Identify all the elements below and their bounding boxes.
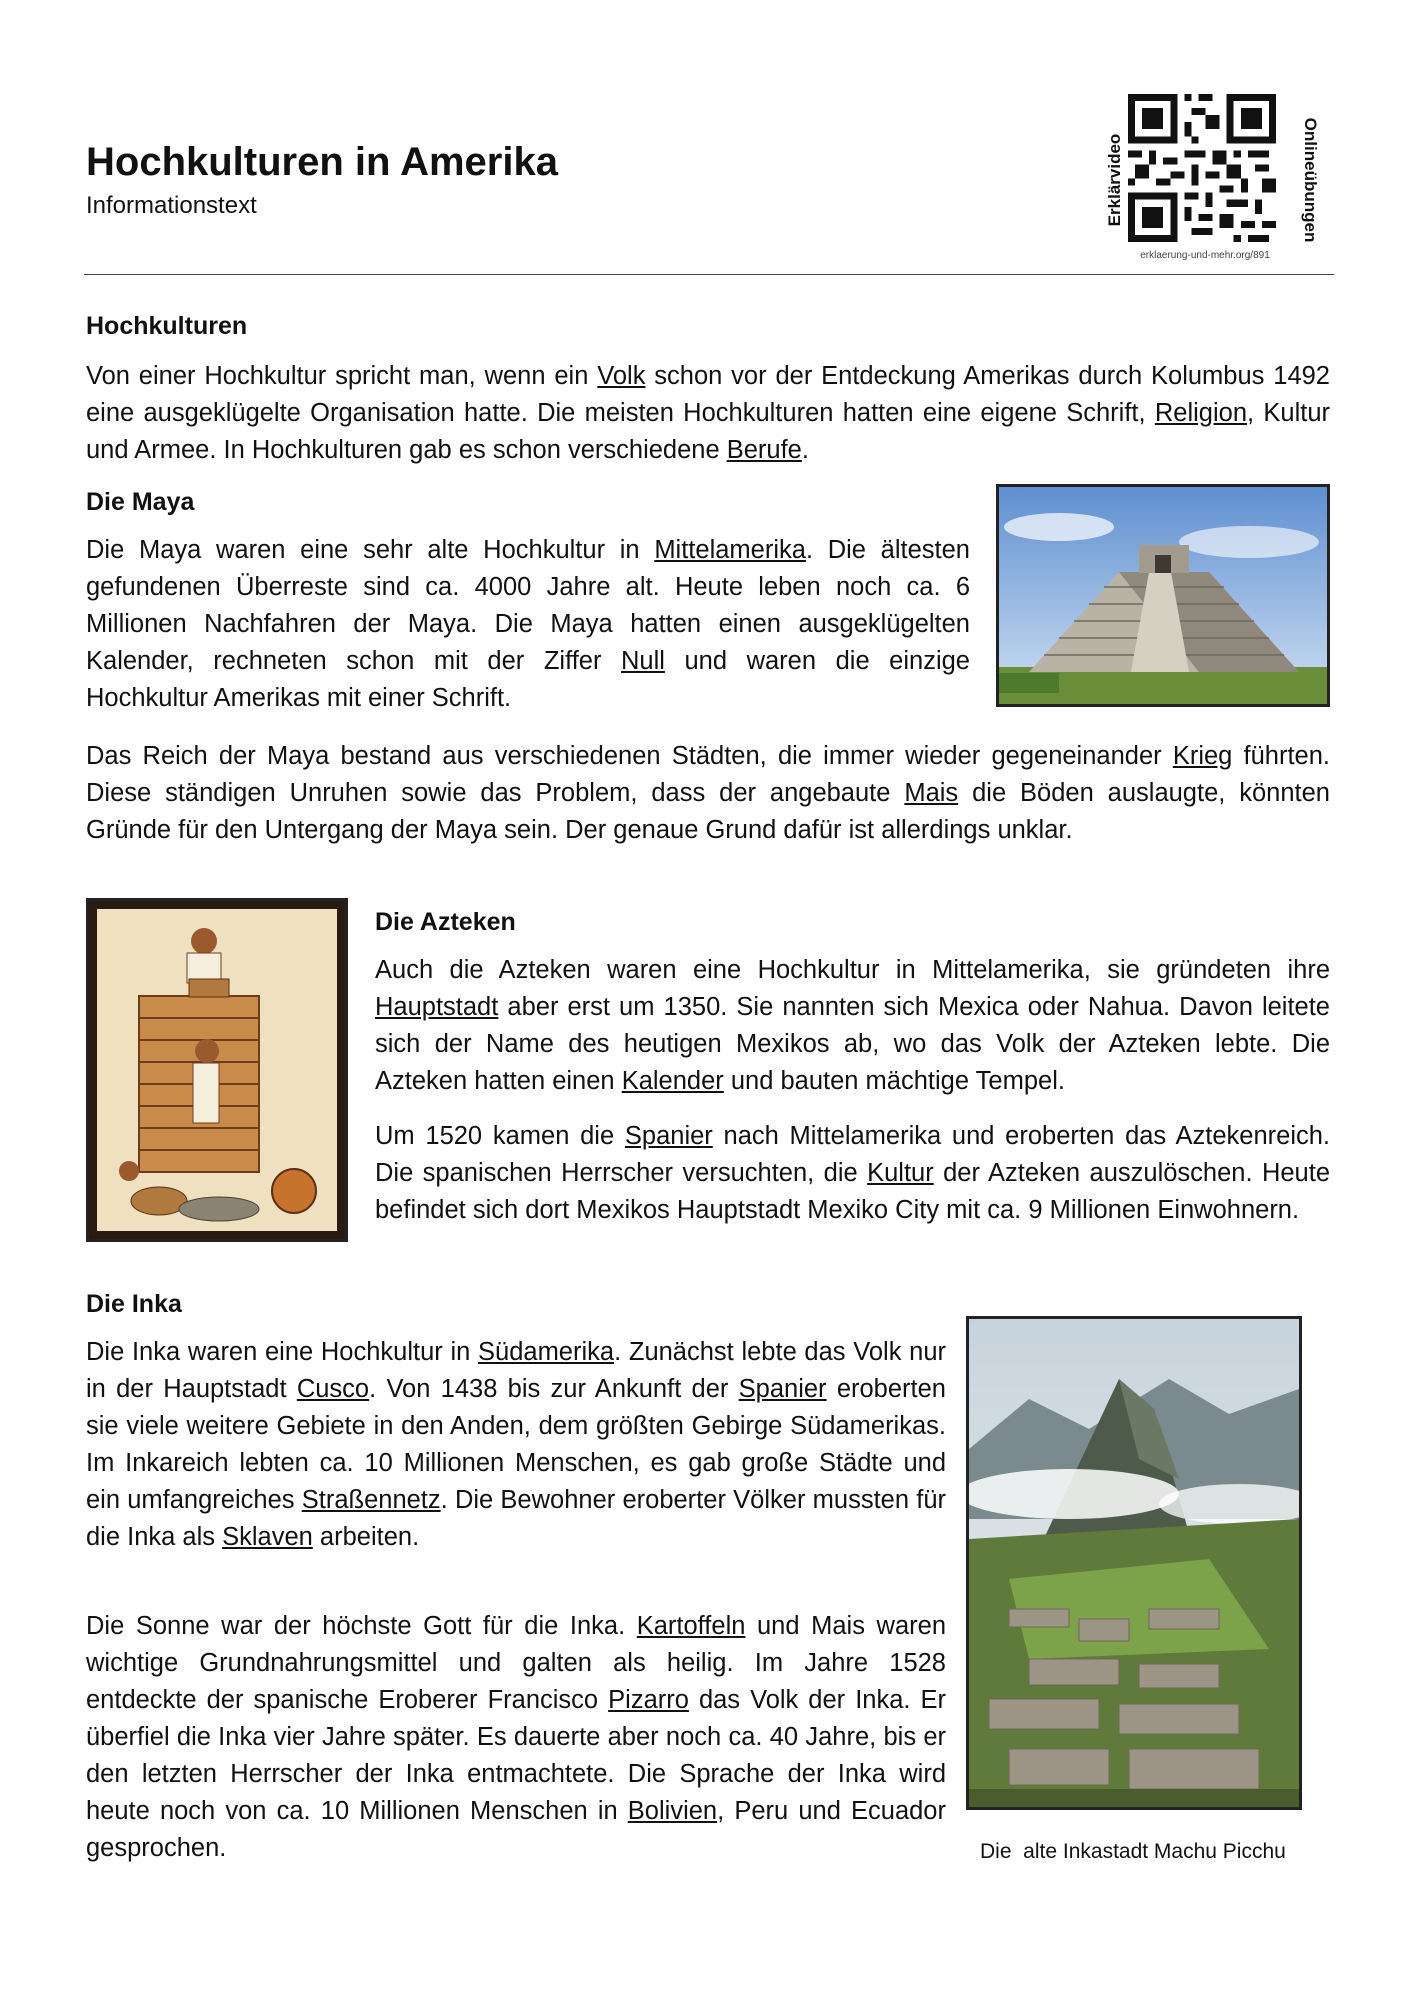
qr-left-label: Erklärvideo (1105, 133, 1124, 227)
link-hauptstadt[interactable]: Hauptstadt (375, 993, 499, 1021)
text-run: führten. Diese ständigen Unruhen sowie das Problem, dass der angebaute (86, 742, 1331, 807)
link-null[interactable]: Null (621, 647, 665, 675)
text-run: Die Maya waren eine sehr alte Hochkultur in (86, 536, 655, 564)
text-run: Die Sonne war der höchste Gott für die Inka. (86, 1612, 637, 1640)
image-caption: Die alte Inkastadt Machu Picchu (980, 1840, 1286, 1863)
link-volk[interactable]: Volk (597, 362, 646, 390)
text-run: Von einer Hochkultur spricht man, wenn ein (86, 362, 598, 390)
link-strassennetz[interactable]: Straßennetz (301, 1486, 441, 1514)
text-run: aber erst um 1350. Sie nannten sich Mexica oder Nahua. Davon leitete sich der Name des heutigen Mexikos ab, wo das Volk der Azteken lebte. Die Azteken hatten einen (375, 993, 1330, 1095)
maya-pyramid-image (996, 484, 1330, 707)
pyramid-illustration (999, 487, 1327, 704)
paragraph-maya-2 (86, 738, 1330, 849)
link-sklaven[interactable]: Sklaven (222, 1523, 313, 1551)
link-krieg[interactable]: Krieg (1172, 742, 1233, 770)
link-pizarro[interactable]: Pizarro (608, 1686, 689, 1714)
text-run: der Azteken auszulöschen. Heute befindet sich dort Mexikos Hauptstadt Mexiko City mit ca. 9 Millionen Einwohnern. (375, 1159, 1330, 1224)
paragraph-hochkulturen (86, 358, 1330, 469)
text-run: das Volk der Inka. Er überfiel die Inka vier Jahre später. Es dauerte aber noch ca. 40 Jahre, bis er den letzten Herrscher der Inka entmachtete. Die Sprache der Inka wird heute noch von ca. 10 Millionen Menschen in (86, 1686, 946, 1825)
machu-picchu-image (966, 1316, 1302, 1810)
qr-code[interactable] (1128, 94, 1276, 242)
text-run: Das Reich der Maya bestand aus verschiedenen Städten, die immer wieder gegeneinander (86, 742, 1173, 770)
link-cusco[interactable]: Cusco (296, 1375, 370, 1403)
text-run: Auch die Azteken waren eine Hochkultur in Mittelamerika, sie gründeten ihre (375, 956, 1330, 984)
text-run: arbeiten. (312, 1523, 420, 1551)
text-run: nach Mittelamerika und eroberten das Aztekenreich. Die spanischen Herrscher versuchten, die (375, 1122, 1331, 1187)
qr-right-label: Onlineübungen (1301, 117, 1320, 243)
link-kartoffeln[interactable]: Kartoffeln (636, 1612, 746, 1640)
header-divider (84, 274, 1334, 275)
page-title: Hochkulturen in Amerika (86, 140, 558, 184)
text-run: eroberten sie viele weitere Gebiete in den Anden, dem größten Gebirge Südamerikas. Im Inkareich lebten ca. 10 Millionen Menschen, es gab große Städte und ein umfangreiches (86, 1375, 946, 1514)
text-run: , Kultur und Armee. In Hochkulturen gab es schon verschiedene (86, 399, 1330, 464)
link-kalender[interactable]: Kalender (621, 1067, 724, 1095)
text-run: . Zunächst lebte das Volk nur in der Hauptstadt (86, 1338, 946, 1403)
text-run: und bauten mächtige Tempel. (723, 1067, 1065, 1095)
link-berufe[interactable]: Berufe (726, 436, 802, 464)
text-run: , Peru und Ecuador gesprochen. (86, 1797, 946, 1862)
heading-maya: Die Maya (86, 488, 195, 516)
text-run: . Die ältesten gefundenen Überreste sind ca. 4000 Jahre alt. Heute leben noch ca. 6 Millionen Nachfahren der Maya. Die Maya hatten einen ausgeklügelten Kalender, rechneten schon mit der Ziffer (86, 536, 970, 675)
link-mais[interactable]: Mais (904, 779, 959, 807)
paragraph-inka-1 (86, 1334, 946, 1556)
text-run: schon vor der Entdeckung Amerikas durch Kolumbus 1492 eine ausgeklügelte Organisation hatte. Die meisten Hochkulturen hatten eine eigene Schrift, (86, 362, 1330, 427)
link-bolivien[interactable]: Bolivien (627, 1797, 718, 1825)
link-kultur[interactable]: Kultur (867, 1159, 934, 1187)
heading-inka: Die Inka (86, 1290, 182, 1318)
aztec-codex-image (86, 898, 348, 1242)
paragraph-azteken-2 (375, 1118, 1330, 1229)
heading-azteken: Die Azteken (375, 908, 516, 936)
link-religion[interactable]: Religion (1154, 399, 1248, 427)
heading-hochkulturen: Hochkulturen (86, 312, 248, 340)
link-suedamerika[interactable]: Südamerika (478, 1338, 615, 1366)
text-run: und waren die einzige Hochkultur Amerikas mit einer Schrift. (86, 647, 970, 712)
text-run: . Von 1438 bis zur Ankunft der (369, 1375, 739, 1403)
link-mittelamerika[interactable]: Mittelamerika (654, 536, 806, 564)
text-run: . Die Bewohner eroberter Völker mussten für die Inka als (86, 1486, 946, 1551)
qr-url[interactable]: erklaerung-und-mehr.org/891 (1140, 250, 1270, 261)
link-spanier-inka[interactable]: Spanier (738, 1375, 827, 1403)
codex-illustration (89, 901, 345, 1239)
mountain-illustration (969, 1319, 1299, 1807)
text-run: . (801, 436, 809, 464)
link-spanier-azteken[interactable]: Spanier (624, 1122, 713, 1150)
paragraph-maya-1 (86, 532, 970, 717)
paragraph-azteken-1 (375, 952, 1330, 1100)
text-run: die Böden auslaugte, könnten Gründe für den Untergang der Maya sein. Der genaue Grund dafür ist allerdings unklar. (86, 779, 1330, 844)
text-run: und Mais waren wichtige Grundnahrungsmittel und galten als heilig. Im Jahre 1528 entdeckte der spanische Eroberer Francisco (86, 1612, 946, 1714)
text-run: Um 1520 kamen die (375, 1122, 625, 1150)
paragraph-inka-2 (86, 1608, 946, 1867)
text-run: Die Inka waren eine Hochkultur in (86, 1338, 479, 1366)
qr-code-icon (1128, 94, 1276, 242)
page-subtitle: Informationstext (86, 192, 257, 219)
